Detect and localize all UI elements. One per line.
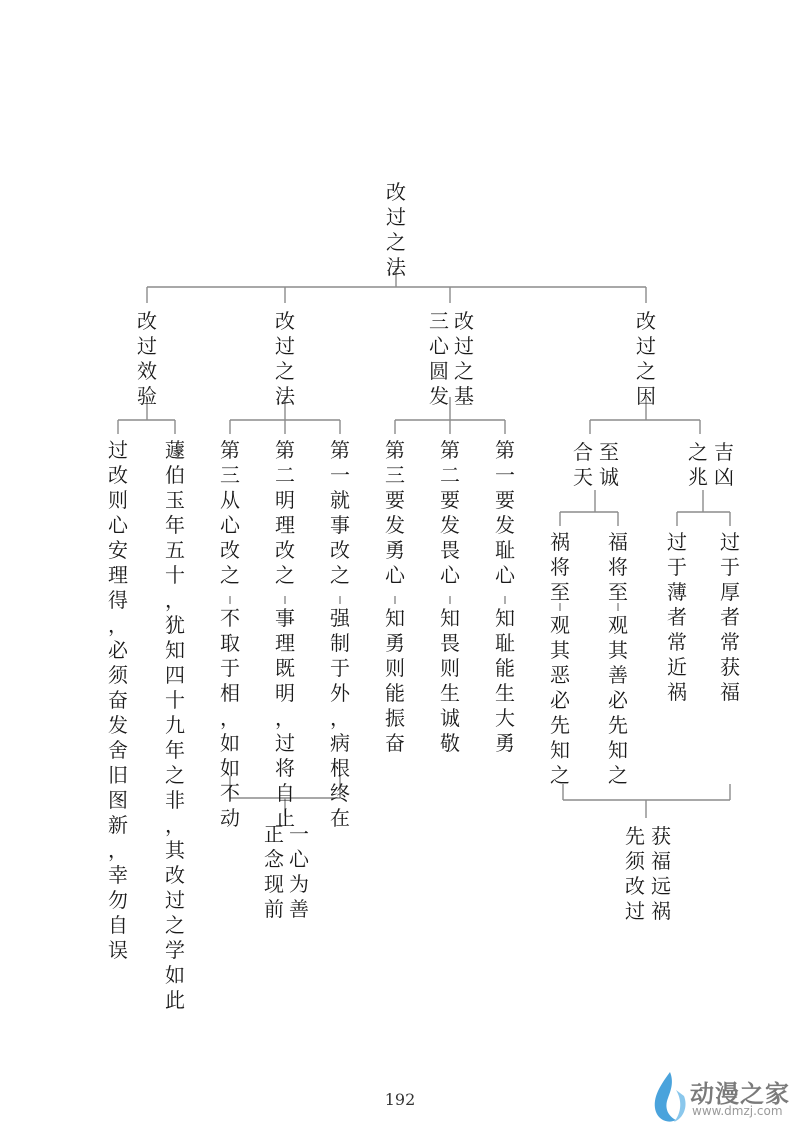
vertical-char: 明	[275, 681, 295, 705]
vertical-char: 得	[108, 588, 128, 612]
page-number: 192	[384, 1090, 416, 1109]
fa-third-head	[219, 438, 241, 588]
vertical-char: 幸	[108, 863, 128, 887]
vertical-char: 须	[625, 849, 645, 873]
fa-second-tail	[274, 606, 296, 831]
vertical-char: 发	[108, 713, 128, 737]
vertical-char: 过	[386, 205, 406, 229]
vertical-char: ，	[220, 706, 240, 730]
vertical-char: 要	[440, 488, 460, 512]
branch-fa	[274, 309, 296, 409]
vertical-char: 事	[275, 606, 295, 630]
vertical-char: 终	[330, 781, 350, 805]
vertical-char: 根	[330, 756, 350, 780]
vertical-char: 相	[220, 681, 240, 705]
vertical-char: 之	[386, 230, 406, 254]
vertical-char: 心	[385, 563, 405, 587]
vertical-char: 十	[165, 688, 185, 712]
watermark-title: 动漫之家	[690, 1080, 790, 1108]
yin-summary-left	[624, 824, 646, 924]
ji-second-head	[439, 438, 461, 588]
vertical-char: 理	[108, 563, 128, 587]
vertical-char: 之	[220, 563, 240, 587]
vertical-char: 旧	[108, 763, 128, 787]
vertical-char: 四	[165, 663, 185, 687]
vertical-char: 祸	[651, 899, 671, 923]
vertical-char: 观	[550, 613, 570, 637]
vertical-char: 勇	[495, 731, 515, 755]
vertical-char: 图	[108, 788, 128, 812]
vertical-char: 恶	[550, 663, 570, 687]
watermark-logo-icon	[648, 1070, 688, 1126]
vertical-char: 大	[495, 706, 515, 730]
vertical-char: 之	[165, 763, 185, 787]
vertical-char: 如	[220, 731, 240, 755]
vertical-char: 能	[385, 681, 405, 705]
vertical-char: 先	[550, 713, 570, 737]
fa-first-tail	[329, 606, 351, 831]
vertical-char: 发	[440, 513, 460, 537]
vertical-char: 厚	[720, 580, 740, 604]
vertical-char: 效	[137, 359, 157, 383]
vertical-char: 吉	[714, 440, 734, 464]
vertical-char: 能	[495, 656, 515, 680]
vertical-char: 心	[289, 847, 309, 871]
vertical-char: 非	[165, 788, 185, 812]
vertical-char: 病	[330, 731, 350, 755]
vertical-char: 五	[165, 538, 185, 562]
fa-summary-left	[263, 822, 285, 922]
yin-hou	[719, 530, 741, 705]
vertical-char: 至	[599, 440, 619, 464]
vertical-char: 勇	[385, 538, 405, 562]
vertical-char: 之	[330, 563, 350, 587]
vertical-char: 过	[108, 438, 128, 462]
vertical-char: 畏	[440, 538, 460, 562]
vertical-char: 九	[165, 713, 185, 737]
vertical-char: 过	[636, 334, 656, 358]
watermark	[648, 1068, 798, 1128]
vertical-char: 常	[667, 630, 687, 654]
vertical-char: 远	[651, 874, 671, 898]
vertical-char: 十	[165, 563, 185, 587]
vertical-char: 第	[330, 438, 350, 462]
vertical-char: 改	[275, 538, 295, 562]
yin-huo-tail	[549, 613, 571, 788]
vertical-char: 福	[720, 680, 740, 704]
vertical-char: 至	[550, 580, 570, 604]
vertical-char: 先	[625, 824, 645, 848]
vertical-char: 在	[330, 806, 350, 830]
vertical-char: 获	[720, 655, 740, 679]
watermark-url: www.dmzj.com	[692, 1104, 783, 1118]
vertical-char: 之	[454, 359, 474, 383]
vertical-char: 因	[636, 384, 656, 408]
root-node	[385, 180, 407, 280]
yin-jixiong-right	[713, 440, 735, 490]
vertical-char: 年	[165, 738, 185, 762]
vertical-char: 振	[385, 706, 405, 730]
yin-bao	[666, 530, 688, 705]
vertical-char: 心	[108, 513, 128, 537]
vertical-char: 将	[608, 555, 628, 579]
vertical-char: 之	[636, 359, 656, 383]
vertical-char: 圆	[429, 359, 449, 383]
vertical-char: 一	[495, 463, 515, 487]
ji-first-tail	[494, 606, 516, 756]
vertical-char: 过	[137, 334, 157, 358]
yin-zhicheng-left	[572, 440, 594, 490]
yin-fu-head	[607, 530, 629, 605]
vertical-char: 发	[385, 513, 405, 537]
vertical-char: 于	[720, 555, 740, 579]
vertical-char: 其	[165, 838, 185, 862]
vertical-char: 将	[550, 555, 570, 579]
vertical-char: 不	[220, 606, 240, 630]
vertical-char: 二	[275, 463, 295, 487]
vertical-char: 改	[275, 309, 295, 333]
ji-third-head	[384, 438, 406, 588]
vertical-char: 现	[264, 872, 284, 896]
vertical-char: 勿	[108, 888, 128, 912]
vertical-char: 蘧	[165, 438, 185, 462]
fa-second-head	[274, 438, 296, 588]
vertical-char: 改	[625, 874, 645, 898]
vertical-char: 第	[275, 438, 295, 462]
vertical-char: 于	[667, 555, 687, 579]
vertical-char: 玉	[165, 488, 185, 512]
vertical-char: 改	[330, 538, 350, 562]
vertical-char: 改	[454, 309, 474, 333]
vertical-char: 敬	[440, 731, 460, 755]
vertical-char: 于	[330, 656, 350, 680]
vertical-char: 安	[108, 538, 128, 562]
vertical-char: 既	[275, 656, 295, 680]
vertical-char: 此	[165, 988, 185, 1012]
vertical-char: 过	[275, 731, 295, 755]
vertical-char: 知	[165, 638, 185, 662]
vertical-char: 改	[386, 180, 406, 204]
vertical-char: 之	[275, 359, 295, 383]
vertical-char: 必	[550, 688, 570, 712]
vertical-char: 如	[220, 756, 240, 780]
vertical-char: 改	[137, 309, 157, 333]
vertical-char: 就	[330, 488, 350, 512]
vertical-char: 知	[550, 738, 570, 762]
vertical-char: 制	[330, 631, 350, 655]
vertical-char: ，	[275, 706, 295, 730]
vertical-char: 则	[440, 656, 460, 680]
vertical-char: 过	[720, 530, 740, 554]
yin-summary-right	[650, 824, 672, 924]
vertical-char: 奋	[108, 688, 128, 712]
vertical-char: 生	[440, 681, 460, 705]
vertical-char: 之	[608, 763, 628, 787]
vertical-char: 勇	[385, 631, 405, 655]
vertical-char: 知	[608, 738, 628, 762]
fa-first-head	[329, 438, 351, 588]
vertical-char: 薄	[667, 580, 687, 604]
vertical-char: 要	[385, 488, 405, 512]
vertical-char: 自	[108, 913, 128, 937]
xiaoyan-item-b	[164, 438, 186, 1013]
yin-jixiong-left	[687, 440, 709, 490]
vertical-char: 其	[608, 638, 628, 662]
branch-xiaoyan	[136, 309, 158, 409]
ji-second-tail	[439, 606, 461, 756]
vertical-char: 将	[275, 756, 295, 780]
vertical-char: 观	[608, 613, 628, 637]
vertical-char: 改	[108, 463, 128, 487]
vertical-char: 祸	[550, 530, 570, 554]
vertical-char: 不	[220, 781, 240, 805]
vertical-char: 之	[550, 763, 570, 787]
vertical-char: 止	[275, 806, 295, 830]
vertical-char: 外	[330, 681, 350, 705]
branch-ji-right	[453, 309, 475, 409]
vertical-char: 自	[275, 781, 295, 805]
vertical-char: 正	[264, 822, 284, 846]
vertical-char: 改	[636, 309, 656, 333]
vertical-char: 误	[108, 938, 128, 962]
vertical-char: 第	[495, 438, 515, 462]
yin-huo-head	[549, 530, 571, 605]
vertical-char: 之	[165, 913, 185, 937]
vertical-char: 过	[275, 334, 295, 358]
vertical-char: 发	[495, 513, 515, 537]
vertical-char: ，	[165, 588, 185, 612]
vertical-char: 基	[454, 384, 474, 408]
ji-first-head	[494, 438, 516, 588]
vertical-char: 要	[495, 488, 515, 512]
vertical-char: 犹	[165, 613, 185, 637]
vertical-char: 为	[289, 872, 309, 896]
vertical-char: 念	[264, 847, 284, 871]
vertical-char: 二	[440, 463, 460, 487]
vertical-char: 于	[220, 656, 240, 680]
vertical-char: 如	[165, 963, 185, 987]
vertical-char: 心	[429, 334, 449, 358]
vertical-char: 从	[220, 488, 240, 512]
vertical-char: 发	[429, 384, 449, 408]
vertical-char: 兆	[688, 465, 708, 489]
fa-third-tail	[219, 606, 241, 831]
vertical-char: 知	[385, 606, 405, 630]
vertical-char: 事	[330, 513, 350, 537]
vertical-char: 奋	[385, 731, 405, 755]
vertical-char: 验	[137, 384, 157, 408]
vertical-char: 者	[667, 605, 687, 629]
branch-ji-left	[428, 309, 450, 409]
vertical-char: 改	[165, 863, 185, 887]
vertical-char: 理	[275, 513, 295, 537]
ji-third-tail	[384, 606, 406, 756]
vertical-char: 善	[289, 897, 309, 921]
vertical-char: 之	[688, 440, 708, 464]
vertical-char: 理	[275, 631, 295, 655]
vertical-char: 改	[220, 538, 240, 562]
vertical-char: 第	[220, 438, 240, 462]
vertical-char: ，	[330, 706, 350, 730]
vertical-char: 之	[275, 563, 295, 587]
vertical-char: 合	[573, 440, 593, 464]
vertical-char: ，	[108, 613, 128, 637]
fa-summary-right	[288, 822, 310, 922]
vertical-char: 心	[495, 563, 515, 587]
vertical-char: 则	[385, 656, 405, 680]
yin-fu-tail	[607, 613, 629, 788]
vertical-char: 心	[220, 513, 240, 537]
vertical-char: 一	[330, 463, 350, 487]
vertical-char: 近	[667, 655, 687, 679]
vertical-char: 其	[550, 638, 570, 662]
vertical-char: ，	[108, 838, 128, 862]
vertical-char: 法	[386, 255, 406, 279]
vertical-char: ，	[165, 813, 185, 837]
vertical-char: 前	[264, 897, 284, 921]
vertical-char: 则	[108, 488, 128, 512]
vertical-char: 一	[289, 822, 309, 846]
vertical-char: 知	[495, 606, 515, 630]
yin-zhicheng-right	[598, 440, 620, 490]
vertical-char: 凶	[714, 465, 734, 489]
vertical-char: 过	[667, 530, 687, 554]
vertical-char: 者	[720, 605, 740, 629]
vertical-char: 第	[385, 438, 405, 462]
vertical-char: 法	[275, 384, 295, 408]
vertical-char: 学	[165, 938, 185, 962]
vertical-char: 常	[720, 630, 740, 654]
vertical-char: 新	[108, 813, 128, 837]
vertical-char: 须	[108, 663, 128, 687]
vertical-char: 明	[275, 488, 295, 512]
vertical-char: 必	[108, 638, 128, 662]
vertical-char: 强	[330, 606, 350, 630]
vertical-char: 畏	[440, 631, 460, 655]
vertical-char: 耻	[495, 631, 515, 655]
vertical-char: 过	[165, 888, 185, 912]
vertical-char: 第	[440, 438, 460, 462]
xiaoyan-item-a	[107, 438, 129, 963]
vertical-char: 三	[220, 463, 240, 487]
vertical-char: 耻	[495, 538, 515, 562]
vertical-char: 先	[608, 713, 628, 737]
vertical-char: 心	[440, 563, 460, 587]
vertical-char: 取	[220, 631, 240, 655]
vertical-char: 知	[440, 606, 460, 630]
vertical-char: 获	[651, 824, 671, 848]
vertical-char: 福	[608, 530, 628, 554]
vertical-char: 必	[608, 688, 628, 712]
vertical-char: 伯	[165, 463, 185, 487]
vertical-char: 诚	[440, 706, 460, 730]
vertical-char: 过	[625, 899, 645, 923]
vertical-char: 过	[454, 334, 474, 358]
vertical-char: 至	[608, 580, 628, 604]
vertical-char: 福	[651, 849, 671, 873]
vertical-char: 天	[573, 465, 593, 489]
vertical-char: 诚	[599, 465, 619, 489]
vertical-char: 生	[495, 681, 515, 705]
vertical-char: 祸	[667, 680, 687, 704]
vertical-char: 三	[385, 463, 405, 487]
vertical-char: 舍	[108, 738, 128, 762]
branch-yin	[635, 309, 657, 409]
vertical-char: 善	[608, 663, 628, 687]
vertical-char: 三	[429, 309, 449, 333]
vertical-char: 动	[220, 806, 240, 830]
vertical-char: 年	[165, 513, 185, 537]
